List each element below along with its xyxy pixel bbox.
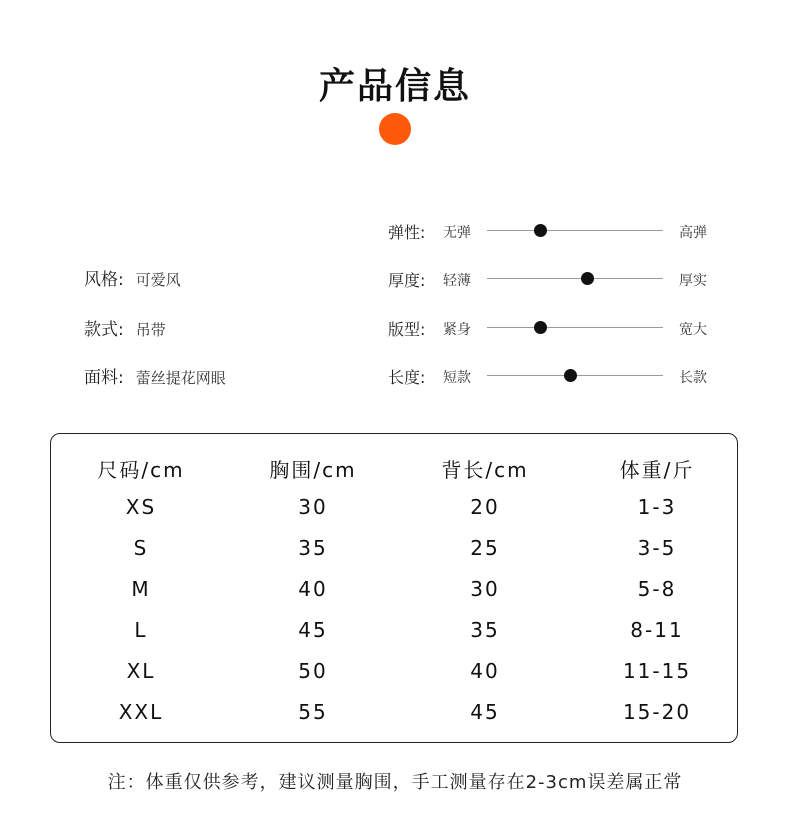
- attribute-value: 吊带: [135, 321, 166, 339]
- table-cell: XXL: [118, 700, 164, 724]
- table-cell: 35: [470, 618, 500, 642]
- table-cell: 45: [470, 700, 500, 724]
- table-cell: 55: [298, 700, 328, 724]
- scale-marker: [581, 272, 594, 285]
- scale-high-label: 厚实: [679, 273, 707, 289]
- scale-low-label: 紧身: [443, 322, 471, 338]
- scale-label: 版型:: [388, 320, 426, 339]
- table-cell: 30: [298, 495, 328, 519]
- table-cell: 30: [470, 577, 500, 601]
- size-note: 注：体重仅供参考，建议测量胸围，手工测量存在2-3cm误差属正常: [107, 772, 683, 793]
- scale-high-label: 长款: [679, 370, 707, 386]
- table-cell: 40: [470, 659, 500, 683]
- attribute-value: 蕾丝提花网眼: [135, 369, 226, 387]
- table-cell: XL: [126, 659, 156, 683]
- table-cell: S: [133, 536, 149, 560]
- scale-elasticity: [388, 218, 718, 242]
- scale-label: 长度:: [388, 368, 426, 387]
- table-cell: L: [134, 618, 148, 642]
- table-cell: 15-20: [622, 700, 692, 724]
- scale-label: 厚度:: [388, 271, 426, 290]
- table-cell: XS: [125, 495, 157, 519]
- table-header-cell: 胸围/cm: [269, 458, 357, 482]
- attribute-label: 款式:: [84, 320, 124, 340]
- scale-low-label: 无弹: [443, 225, 471, 241]
- table-cell: 40: [298, 577, 328, 601]
- table-header-cell: 尺码/cm: [97, 458, 185, 482]
- scale-length: [388, 363, 718, 387]
- accent-dot: [379, 113, 411, 145]
- table-cell: 20: [470, 495, 500, 519]
- table-cell: 3-5: [637, 536, 677, 560]
- table-cell: M: [131, 577, 151, 601]
- scale-track: [487, 327, 663, 328]
- table-cell: 1-3: [637, 495, 677, 519]
- scale-marker: [564, 369, 577, 382]
- table-cell: 8-11: [630, 618, 684, 642]
- table-row: [51, 577, 739, 607]
- scale-label: 弹性:: [388, 223, 426, 242]
- table-row: [51, 700, 739, 730]
- scale-high-label: 宽大: [679, 322, 707, 338]
- table-header-cell: 体重/斤: [619, 458, 695, 482]
- scale-low-label: 轻薄: [443, 273, 471, 289]
- scale-marker: [534, 321, 547, 334]
- size-table: [50, 433, 738, 743]
- page-title: 产品信息: [318, 66, 471, 107]
- table-cell: 5-8: [637, 577, 677, 601]
- scale-fit: [388, 315, 718, 339]
- attribute-fabric: [84, 363, 226, 388]
- scale-high-label: 高弹: [679, 225, 707, 241]
- scale-track: [487, 278, 663, 279]
- table-row: [51, 659, 739, 689]
- table-cell: 45: [298, 618, 328, 642]
- scale-marker: [534, 224, 547, 237]
- table-header-cell: 背长/cm: [441, 458, 529, 482]
- table-cell: 50: [298, 659, 328, 683]
- table-row: [51, 536, 739, 566]
- table-cell: 25: [470, 536, 500, 560]
- attribute-design: [84, 315, 166, 340]
- attribute-label: 风格:: [84, 270, 124, 290]
- scale-track: [487, 230, 663, 231]
- table-cell: 35: [298, 536, 328, 560]
- table-row: [51, 495, 739, 525]
- table-row: [51, 618, 739, 648]
- scale-thickness: [388, 266, 718, 290]
- attribute-label: 面料:: [84, 368, 124, 388]
- attribute-style: [84, 265, 181, 290]
- table-header-row: [51, 454, 739, 484]
- scale-low-label: 短款: [443, 370, 471, 386]
- attribute-value: 可爱风: [135, 271, 181, 289]
- table-cell: 11-15: [622, 659, 692, 683]
